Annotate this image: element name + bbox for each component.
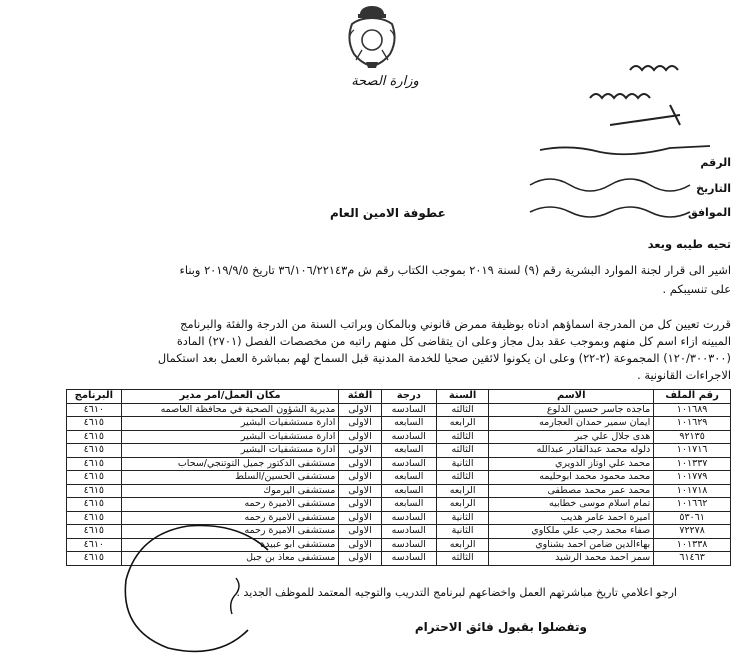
decision-line-1: قررت تعيين كل من المدرجة اسماؤهم ادناه بوظيفة ممرض قانوني وبالمكان وبراتب السنة من الدرجة والفئة والبرنامج xyxy=(180,317,731,331)
cell-category: الاولى xyxy=(339,552,381,566)
cell-grade: السابعه xyxy=(381,498,436,512)
cell-name: محمد محمود محمد ابوحليمه xyxy=(489,471,654,485)
cell-program: ٤٦١٥ xyxy=(67,525,122,539)
cell-workplace: مستشفى معاذ بن جبل xyxy=(121,552,339,566)
table-row xyxy=(67,457,731,471)
cell-year: الثالثه xyxy=(436,471,488,485)
ref-label: الرقم xyxy=(700,156,731,169)
cell-program: ٤٦١٥ xyxy=(67,484,122,498)
table-row xyxy=(67,498,731,512)
cell-grade: السادسه xyxy=(381,552,436,566)
cell-name: محمد عمر محمد مصطفى xyxy=(489,484,654,498)
decision-line-4: الاجراءات القانونية . xyxy=(637,368,731,382)
cell-program: ٤٦١٥ xyxy=(67,417,122,431)
table-row xyxy=(67,430,731,444)
col-name: الاسم xyxy=(489,390,654,404)
cell-name: صفاء محمد رجب علي ملكاوي xyxy=(489,525,654,539)
cell-name: سمر احمد محمد الرشيد xyxy=(489,552,654,566)
cell-grade: السادسه xyxy=(381,430,436,444)
cell-file-no: ١٠١٣٣٧ xyxy=(654,457,731,471)
cell-file-no: ١٠١٧١٨ xyxy=(654,484,731,498)
cell-category: الاولى xyxy=(339,457,381,471)
cell-category: الاولى xyxy=(339,444,381,458)
cell-grade: السابعه xyxy=(381,471,436,485)
cell-program: ٤٦١٥ xyxy=(67,498,122,512)
cell-category: الاولى xyxy=(339,471,381,485)
date-label: التاريخ xyxy=(696,182,731,195)
intro-line-2: على تنسيبكم . xyxy=(662,282,731,296)
col-file-no: رقم الملف xyxy=(654,390,731,404)
cell-program: ٤٦١٥ xyxy=(67,457,122,471)
cell-grade: السادسه xyxy=(381,403,436,417)
cell-name: دلوله محمد عبدالقادر عبدالله xyxy=(489,444,654,458)
cell-file-no: ٩٢١٣٥ xyxy=(654,430,731,444)
cell-category: الاولى xyxy=(339,511,381,525)
col-workplace: مكان العمل/امر مدير xyxy=(121,390,339,404)
col-category: الفئة xyxy=(339,390,381,404)
cell-file-no: ١٠١٧١٦ xyxy=(654,444,731,458)
cell-name: بهاءالدين ضامن احمد بشناوي xyxy=(489,538,654,552)
greeting: تحيه طيبه وبعد xyxy=(647,237,731,251)
addressee-title: عطوفة الامين العام xyxy=(330,206,446,220)
cell-workplace: مستشفى الاميرة رحمه xyxy=(121,498,339,512)
table-row xyxy=(67,403,731,417)
col-grade: درجة xyxy=(381,390,436,404)
corresponding-label: الموافق xyxy=(687,206,731,219)
cell-workplace: مستشفى الحسين/السلط xyxy=(121,471,339,485)
cell-grade: السادسه xyxy=(381,525,436,539)
cell-category: الاولى xyxy=(339,525,381,539)
col-year: السنة xyxy=(436,390,488,404)
cell-grade: السادسه xyxy=(381,457,436,471)
table-header-row xyxy=(67,390,731,404)
cell-grade: السادسه xyxy=(381,538,436,552)
cell-year: الثالثه xyxy=(436,403,488,417)
cell-program: ٤٦١٥ xyxy=(67,511,122,525)
cell-grade: السابعه xyxy=(381,484,436,498)
cell-program: ٤٦١٠ xyxy=(67,538,122,552)
cell-file-no: ٧٢٢٧٨ xyxy=(654,525,731,539)
closing-line: وتفضلوا بقبول فائق الاحترام xyxy=(414,620,587,634)
cell-program: ٤٦١٠ xyxy=(67,403,122,417)
ministry-name: وزارة الصحة xyxy=(351,74,419,89)
cell-year: الثانية xyxy=(436,457,488,471)
cell-workplace: مستشفى الدكتور جميل التوتنجي/سحاب xyxy=(121,457,339,471)
cell-year: الثالثه xyxy=(436,430,488,444)
intro-line-1: اشير الى قرار لجنة الموارد البشرية رقم (٩) لسنة ٢٠١٩ بموجب الكتاب رقم ش م٣٦/١٠٦/٢٢١٤٣ تاريخ ٢٠١٩/٩/٥ وبناء xyxy=(179,263,731,277)
coat-of-arms-emblem xyxy=(344,4,400,70)
cell-category: الاولى xyxy=(339,417,381,431)
cell-category: الاولى xyxy=(339,484,381,498)
cell-workplace: ادارة مستشفيات البشير xyxy=(121,430,339,444)
cell-workplace: مديرية الشؤون الصحية في محافظة العاصمه xyxy=(121,403,339,417)
table-row xyxy=(67,471,731,485)
cell-file-no: ١٠١٦٢٩ xyxy=(654,417,731,431)
cell-file-no: ١٠١٦٨٩ xyxy=(654,403,731,417)
cell-file-no: ١٠١٣٣٨ xyxy=(654,538,731,552)
cell-year: الثالثه xyxy=(436,552,488,566)
decision-line-3: (١٢٠/٣٠٠٣٠٠) المجموعة (٢-٢٢) وعلى ان يكونوا لائقين صحيا للخدمة المدنية قبل السماح لهم بمباشرة العمل بعد استكمال xyxy=(157,351,731,365)
cell-workplace: مستشفى اليرموك xyxy=(121,484,339,498)
cell-year: الثالثه xyxy=(436,444,488,458)
cell-category: الاولى xyxy=(339,430,381,444)
cell-year: الرابعه xyxy=(436,417,488,431)
cell-name: ايمان سمير حمدان العجارمه xyxy=(489,417,654,431)
instruction-note: ارجو اعلامي تاريخ مباشرتهم العمل واخضاعهم لبرنامج التدريب والتوجيه المعتمد للموظف الجديد . xyxy=(236,586,677,599)
cell-program: ٤٦١٥ xyxy=(67,444,122,458)
decision-line-2: المبينه ازاء اسم كل منهم وبموجب عقد بدل مجاز وعلى ان يتقاضى كل منهم راتبه من مخصصات الفصل (٢٧٠١) المادة xyxy=(176,334,731,348)
cell-program: ٤٦١٥ xyxy=(67,430,122,444)
cell-year: الثانية xyxy=(436,511,488,525)
cell-category: الاولى xyxy=(339,403,381,417)
cell-workplace: مستشفى ابو عبيدة xyxy=(121,538,339,552)
cell-grade: السابعه xyxy=(381,417,436,431)
cell-category: الاولى xyxy=(339,538,381,552)
cell-grade: السادسه xyxy=(381,511,436,525)
cell-file-no: ١٠١٦٦٢ xyxy=(654,498,731,512)
cell-year: الرابعه xyxy=(436,484,488,498)
cell-name: ماجده جاسر حسين الدلوع xyxy=(489,403,654,417)
cell-name: محمد علي اوتاز الدويري xyxy=(489,457,654,471)
cell-name: تمام اسلام موسى خطابيه xyxy=(489,498,654,512)
cell-name: اميرة احمد عامر هديب xyxy=(489,511,654,525)
cell-program: ٤٦١٥ xyxy=(67,552,122,566)
cell-program: ٤٦١٥ xyxy=(67,471,122,485)
table-row xyxy=(67,484,731,498)
table-row xyxy=(67,417,731,431)
cell-file-no: ٦١٤٦٣ xyxy=(654,552,731,566)
cell-name: هدى جلال علي جبر xyxy=(489,430,654,444)
table-row xyxy=(67,444,731,458)
cell-category: الاولى xyxy=(339,498,381,512)
cell-year: الرابعه xyxy=(436,538,488,552)
cell-file-no: ٥٣٠٦١ xyxy=(654,511,731,525)
col-program: البرنامج xyxy=(67,390,122,404)
cell-grade: السابعه xyxy=(381,444,436,458)
cell-workplace: ادارة مستشفيات البشير xyxy=(121,417,339,431)
cell-year: الرابعه xyxy=(436,498,488,512)
cell-workplace: ادارة مستشفيات البشير xyxy=(121,444,339,458)
cell-file-no: ١٠١٧٧٩ xyxy=(654,471,731,485)
cell-workplace: مستشفى الاميرة رحمه xyxy=(121,525,339,539)
cell-year: الثانية xyxy=(436,525,488,539)
cell-workplace: مستشفى الاميرة رحمه xyxy=(121,511,339,525)
